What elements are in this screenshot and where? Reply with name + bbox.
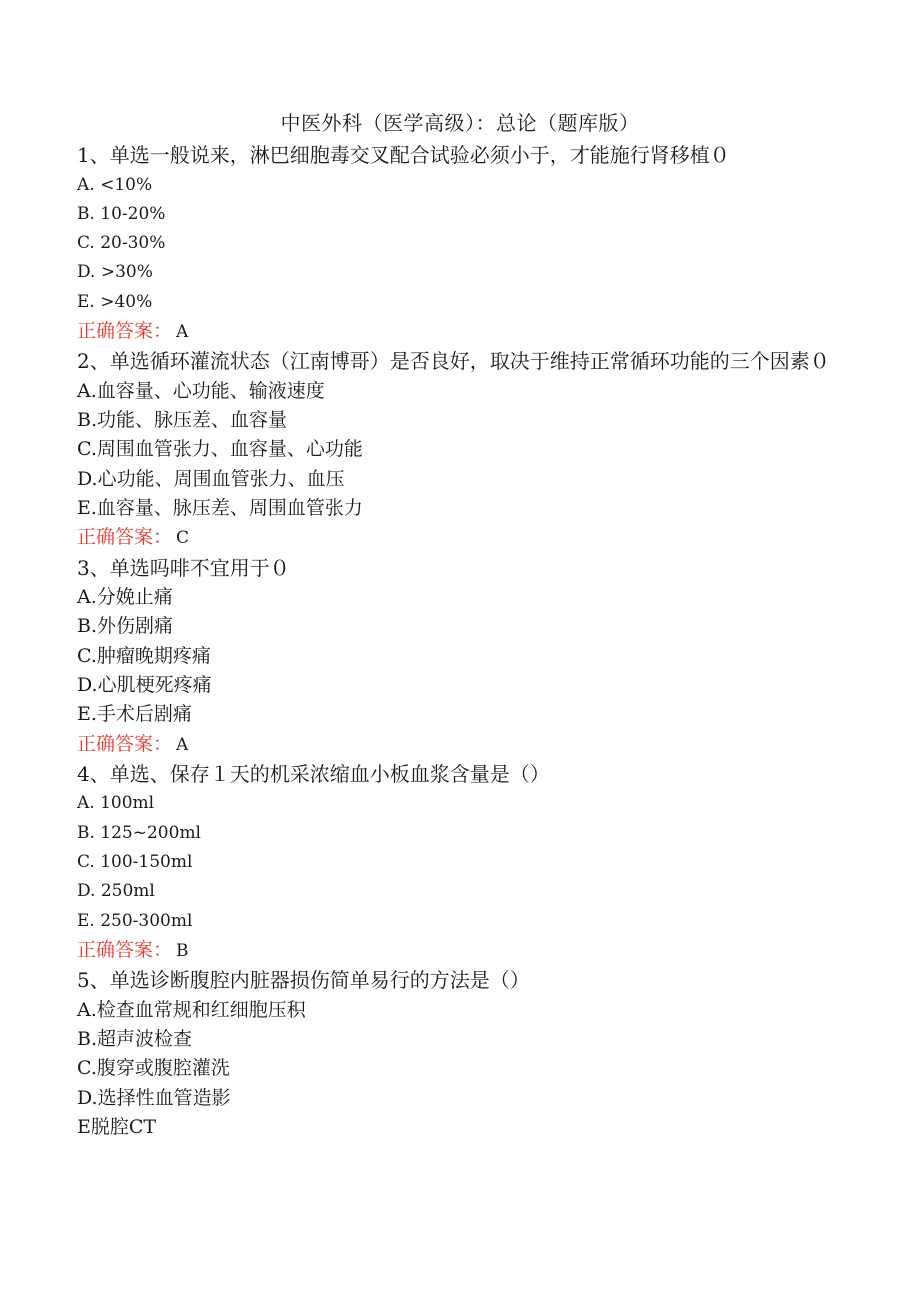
option-c: C.肿瘤晚期疼痛: [77, 644, 211, 667]
option-b: B.超声波检查: [77, 1027, 193, 1050]
question-block-4: [77, 760, 837, 966]
answer-label: 正确答案：: [77, 732, 173, 755]
option-e: E. 250-300ml: [77, 910, 193, 931]
question-stem: 4、单选、保存１天的机采浓缩血小板血浆含量是（）: [77, 761, 550, 786]
answer-value: C: [176, 528, 190, 549]
question-stem: 1、单选一般说来，淋巴细胞毒交叉配合试验必须小于，才能施行肾移植０: [77, 143, 730, 167]
answer-label: 正确答案：: [77, 526, 173, 549]
option-a: A. 100ml: [77, 793, 155, 814]
option-c: C. 20-30%: [77, 233, 166, 254]
option-d: D.选择性血管造影: [77, 1086, 231, 1109]
answer-value: A: [176, 734, 189, 755]
option-b: B. 10-20%: [77, 203, 166, 224]
question-stem: 3、单选吗啡不宜用于０: [77, 555, 290, 580]
question-list: [77, 141, 837, 1142]
answer-label: 正确答案：: [77, 938, 173, 961]
option-c: C.腹穿或腹腔灌洗: [77, 1057, 230, 1080]
question-block-3: [77, 554, 837, 760]
option-a: A. <10%: [77, 174, 153, 195]
answer-value: A: [176, 321, 189, 342]
option-b: B.功能、脉压差、血容量: [77, 409, 288, 432]
correct-answer: [77, 936, 837, 966]
option-a: A.分娩止痛: [77, 586, 173, 609]
document-title: 中医外科（医学高级）：总论（题库版）: [280, 111, 640, 135]
option-c: C. 100-150ml: [77, 851, 193, 872]
option-a: A.血容量、心功能、输液速度: [77, 379, 325, 402]
option-a: A.检查血常规和红细胞压积: [77, 998, 306, 1021]
question-block-1: [77, 141, 837, 347]
question-block-2: [77, 347, 837, 553]
option-d: D.心功能、周围血管张力、血压: [77, 467, 345, 490]
option-b: B. 125~200ml: [77, 822, 201, 843]
option-e: E.血容量、脉压差、周围血管张力: [77, 496, 363, 519]
option-d: D. >30%: [77, 262, 153, 283]
question-block-5: [77, 966, 837, 1142]
question-stem: 2、单选循环灌流状态（江南博哥）是否良好，取决于维持正常循环功能的三个因素０: [77, 349, 830, 374]
correct-answer: [77, 523, 837, 553]
option-c: C.周围血管张力、血容量、心功能: [77, 438, 363, 461]
correct-answer: [77, 730, 837, 760]
option-b: B.外伤剧痛: [77, 615, 174, 638]
option-d: D. 250ml: [77, 881, 155, 902]
option-e: E脱腔CT: [77, 1115, 157, 1138]
option-d: D.心肌梗死疼痛: [77, 673, 212, 696]
answer-value: B: [176, 940, 189, 961]
question-stem: 5、单选诊断腹腔内脏器损伤简单易行的方法是（）: [77, 968, 530, 993]
option-e: E. >40%: [77, 291, 153, 312]
option-e: E.手术后剧痛: [77, 703, 192, 726]
correct-answer: [77, 317, 837, 347]
answer-label: 正确答案：: [77, 319, 173, 342]
